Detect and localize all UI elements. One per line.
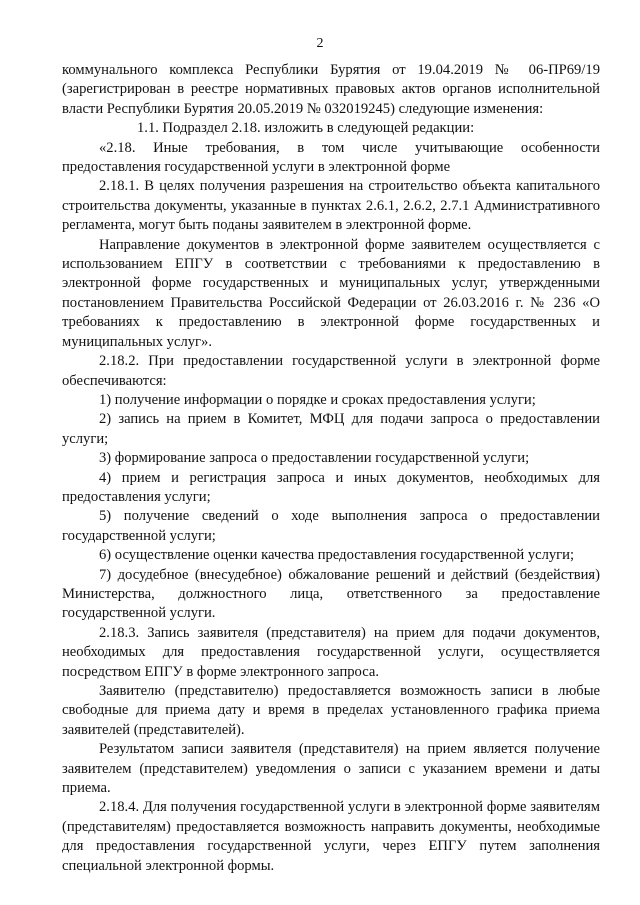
list-item: 7) досудебное (внесудебное) обжалование решений и действий (бездействия) Министерства, должностного лица, ответственного за предоставление государственной услуги. bbox=[62, 566, 600, 622]
paragraph: 2.18.3. Запись заявителя (представителя) на прием для подачи документов, необходимых для предоставления государственной услуги, осуществляется посредством ЕПГУ в форме электронного запроса. bbox=[62, 624, 600, 680]
list-item: 5) получение сведений о ходе выполнения запроса о предоставлении государственной услуги; bbox=[62, 508, 600, 544]
paragraph: Результатом записи заявителя (представителя) на прием является получение заявителем (представителем) уведомления о записи с указанием времени и даты приема. bbox=[62, 741, 600, 797]
list-item: 2) запись на прием в Комитет, МФЦ для подачи запроса о предоставлении услуги; bbox=[62, 411, 600, 447]
paragraph: коммунального комплекса Республики Бурятия от 19.04.2019 № 06-ПР69/19 (зарегистрирован в реестре нормативных правовых актов органов исполнительной власти Республики Бурятия 20.05.2019 № 032019245) следующие изменения: bbox=[62, 62, 600, 117]
section-heading: «2.18. Иные требования, в том числе учитывающие особенности предоставления государственной услуги в электронной форме bbox=[62, 139, 600, 176]
list-item: 3) формирование запроса о предоставлении государственной услуги; bbox=[99, 450, 530, 467]
list-item: 6) осуществление оценки качества предоставления государственной услуги; bbox=[99, 547, 575, 564]
list-item: 4) прием и регистрация запроса и иных документов, необходимых для предоставления услуги; bbox=[62, 469, 600, 505]
paragraph: Направление документов в электронной форме заявителем осуществляется с использованием ЕПГУ в соответствии с требованиями к предоставлению в электронной форме государственных и муниципальных услуг, утвержденными постановлением Правительства Российской Федерации от 26.03.2016 г. № 236 «О требованиях к предоставлению в электронной форме государственных и муниципальных услуг». bbox=[62, 236, 600, 350]
page-number: 2 bbox=[316, 36, 324, 51]
document-body bbox=[62, 61, 600, 876]
paragraph: 1.1. Подраздел 2.18. изложить в следующей редакции: bbox=[137, 120, 475, 137]
list-item: 1) получение информации о порядке и сроках предоставления услуги; bbox=[99, 391, 536, 408]
paragraph: Заявителю (представителю) предоставляется возможность записи в любые свободные для приема дату и время в пределах установленного графика приема заявителей (представителей). bbox=[62, 683, 600, 738]
paragraph: 2.18.1. В целях получения разрешения на строительство объекта капитального строительства документы, указанные в пунктах 2.6.1, 2.6.2, 2.7.1 Административного регламента, могут быть поданы заявителем в электронной форме. bbox=[62, 178, 600, 234]
paragraph: 2.18.4. Для получения государственной услуги в электронной форме заявителям (представителям) предоставляется возможность направить документы, необходимые для предоставления государственной услуги, через ЕПГУ путем заполнения специальной электронной формы. bbox=[62, 799, 600, 874]
paragraph: 2.18.2. При предоставлении государственной услуги в электронной форме обеспечиваются: bbox=[62, 353, 600, 389]
